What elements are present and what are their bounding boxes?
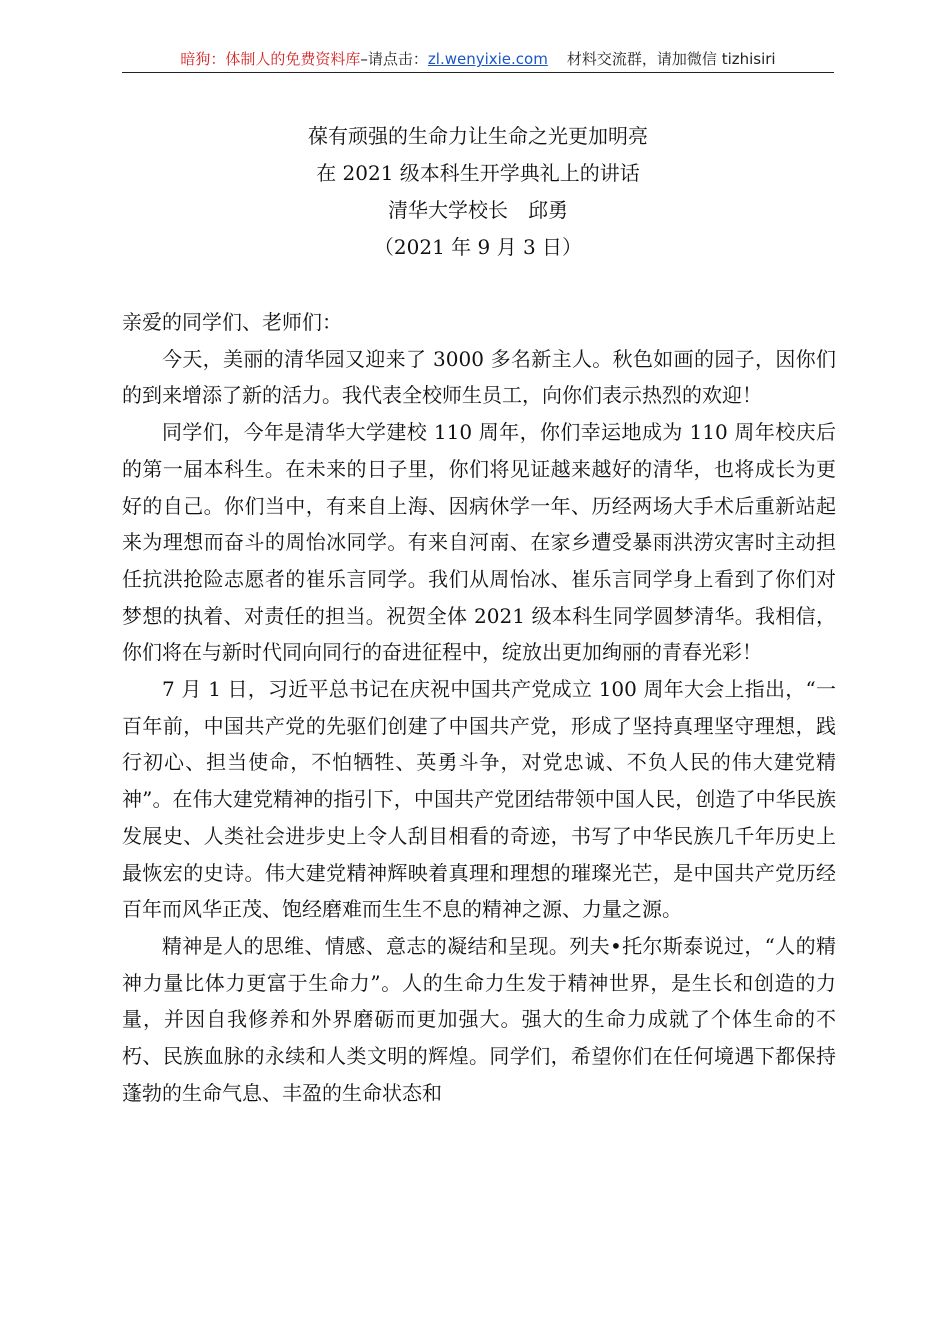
speech-body: [122, 304, 836, 1111]
promo-text: 暗狗：体制人的免费资料库: [180, 50, 361, 68]
paragraph: 同学们，今年是清华大学建校 110 周年，你们幸运地成为 110 周年校庆后的第一届本科生。在未来的日子里，你们将见证越来越好的清华，也将成长为更好的自己。你们当中，有来自上海、因病休学一年、历经两场大手术后重新站起来为理想而奋斗的周怡冰同学。有来自河南、在家乡遭受暴雨洪涝灾害时主动担任抗洪抢险志愿者的崔乐言同学。我们从周怡冰、崔乐言同学身上看到了你们对梦想的执着、对责任的担当。祝贺全体 2021 级本科生同学圆梦清华。我相信，你们将在与新时代同向同行的奋进征程中，绽放出更加绚丽的青春光彩！: [122, 420, 836, 665]
paragraph: 精神是人的思维、情感、意志的凝结和呈现。列夫•托尔斯泰说过，“人的精神力量比体力更富于生命力”。人的生命力生发于精神世界，是生长和创造的力量，并因自我修养和外界磨砺而更加强大。强大的生命力成就了个体生命的不朽、民族血脉的永续和人类文明的辉煌。同学们，希望你们在任何境遇下都保持蓬勃的生命气息、丰盈的生命状态和: [122, 933, 836, 1105]
click-prompt: –请点击：: [360, 50, 428, 68]
resource-link[interactable]: zl.wenyixie.com: [427, 50, 548, 68]
speech-date: （2021 年 9 月 3 日）: [373, 235, 583, 259]
salutation: 亲爱的同学们、老师们：: [122, 310, 342, 334]
speech-subtitle: 在 2021 级本科生开学典礼上的讲话: [316, 161, 640, 185]
paragraph: 今天，美丽的清华园又迎来了 3000 多名新主人。秋色如画的园子，因你们的到来增添了新的活力。我代表全校师生员工，向你们表示热烈的欢迎！: [122, 346, 836, 408]
paragraph: 7 月 1 日，习近平总书记在庆祝中国共产党成立 100 周年大会上指出，“一百年前，中国共产党的先驱们创建了中国共产党，形成了坚持真理坚守理想，践行初心、担当使命，不怕牺牲、英勇斗争，对党忠诚、不负人民的伟大建党精神”。在伟大建党精神的指引下，中国共产党团结带领中国人民，创造了中华民族发展史、人类社会进步史上令人刮目相看的奇迹，书写了中华民族几千年历史上最恢宏的史诗。伟大建党精神辉映着真理和理想的璀璨光芒，是中国共产党历经百年而风华正茂、饱经磨难而生生不息的精神之源、力量之源。: [122, 677, 836, 922]
speech-title: 葆有顽强的生命力让生命之光更加明亮: [308, 124, 648, 148]
contact-text: 材料交流群，请加微信 tizhisiri: [566, 50, 776, 68]
page-header: [124, 46, 832, 72]
header-divider: [122, 72, 834, 73]
speaker-line: 清华大学校长 邱勇: [388, 198, 568, 222]
title-block: [122, 118, 834, 266]
